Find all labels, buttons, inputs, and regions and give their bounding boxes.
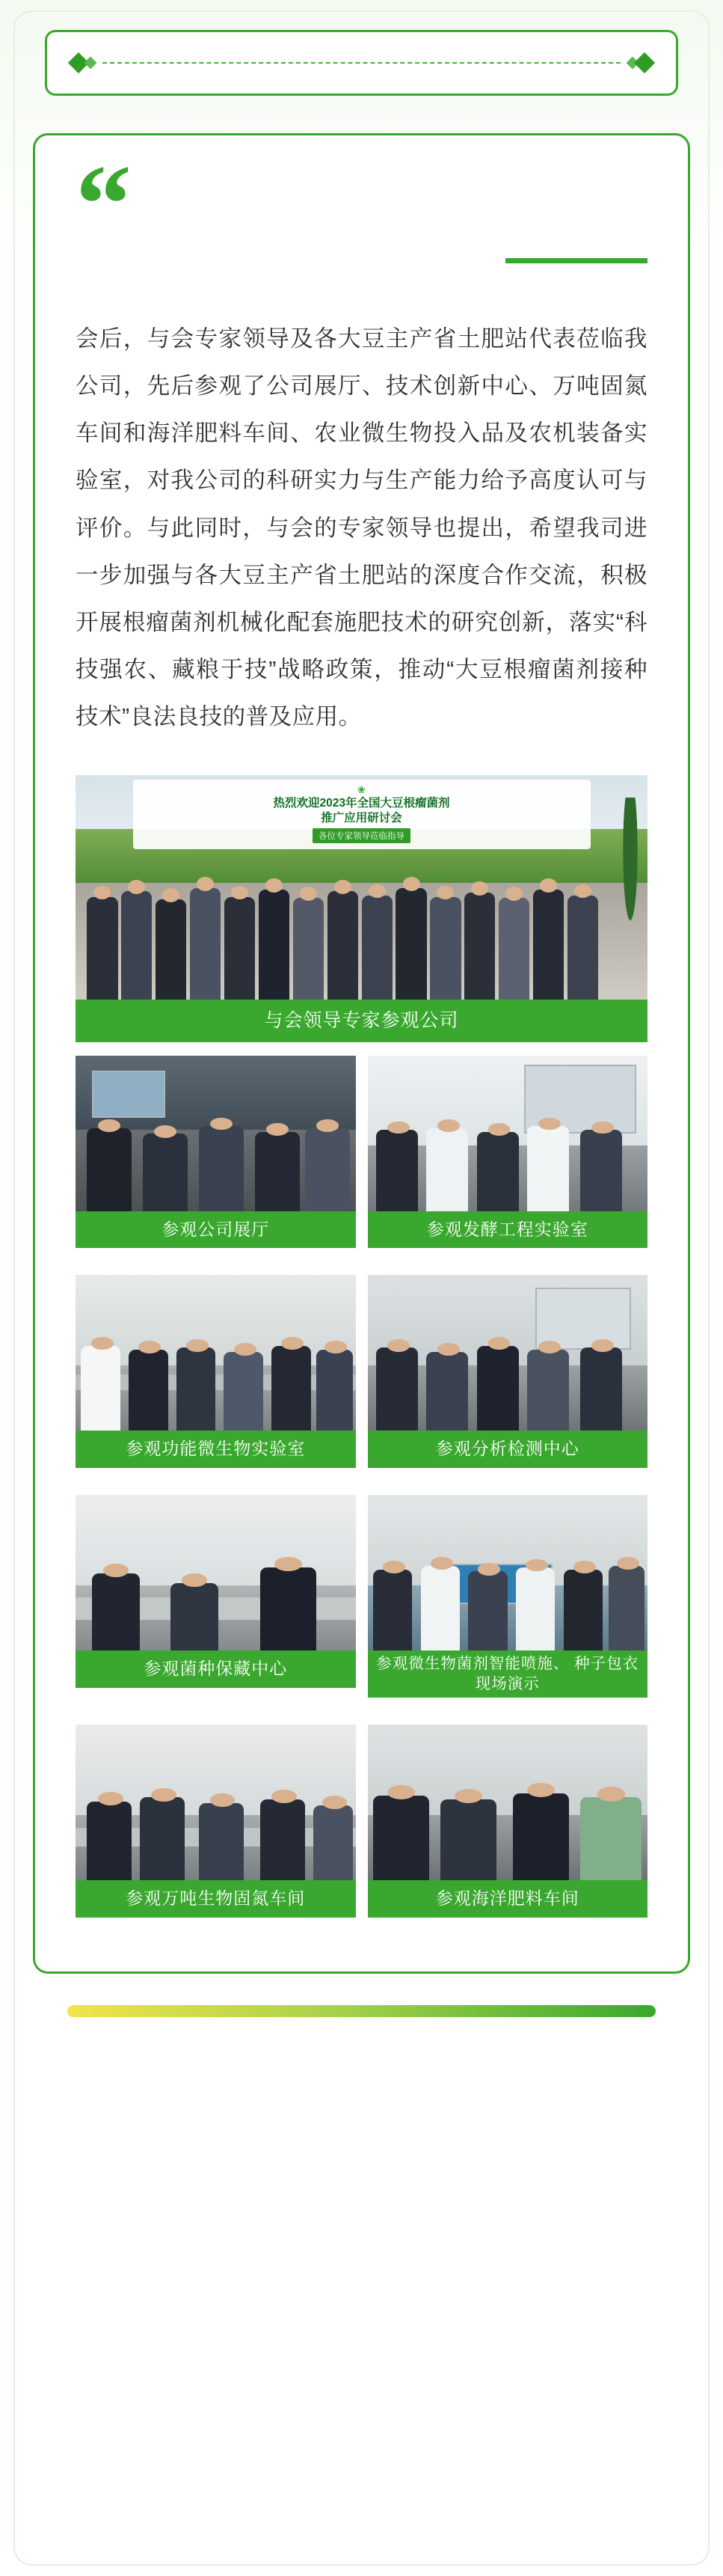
- accent-rule: [505, 258, 647, 263]
- caption-fermentation-lab: 参观发酵工程实验室: [368, 1211, 648, 1249]
- figure-nitrogen-fixation-workshop: [76, 1725, 356, 1918]
- diamond-icon-right: [634, 52, 655, 73]
- photo-smart-spray-demo: [368, 1495, 648, 1650]
- photo-marine-fertilizer-workshop: [368, 1725, 648, 1880]
- caption-analysis-center: 参观分析检测中心: [368, 1431, 648, 1468]
- quote-mark-icon: “: [76, 142, 129, 266]
- photo-fermentation-lab: [368, 1056, 648, 1211]
- caption-hero: 与会领导专家参观公司: [76, 1000, 647, 1042]
- photo-gallery: [76, 775, 647, 1931]
- ornament-inner: [71, 56, 652, 70]
- caption-strain-preservation-center: 参观菌种保藏中心: [76, 1650, 356, 1688]
- figure-analysis-center: [368, 1275, 648, 1468]
- photo-strain-preservation-center: [76, 1495, 356, 1650]
- caption-nitrogen-fixation-workshop: 参观万吨生物固氮车间: [76, 1880, 356, 1918]
- caption-exhibition-hall: 参观公司展厅: [76, 1211, 356, 1249]
- figure-exhibition-hall: [76, 1056, 356, 1249]
- top-ornament-bar: [45, 30, 678, 96]
- crowd-group: [76, 860, 647, 1000]
- dashed-divider-icon: [102, 62, 621, 64]
- photo-group-visit: [76, 775, 647, 1000]
- figure-marine-fertilizer-workshop: [368, 1725, 648, 1918]
- body-text-block: [76, 316, 647, 741]
- photo-grid: [76, 1056, 647, 1931]
- figure-smart-spray-demo: [368, 1495, 648, 1698]
- figure-strain-preservation-center: [76, 1495, 356, 1698]
- figure-fermentation-lab: [368, 1056, 648, 1249]
- bottom-spacer: [0, 2017, 723, 2062]
- photo-analysis-center: [368, 1275, 648, 1431]
- body-paragraph: 会后，与会专家领导及各大豆主产省土肥站代表莅临我公司，先后参观了公司展厅、技术创新中心、万吨固氮车间和海洋肥料车间、农业微生物投入品及农机装备实验室，对我公司的科研实力与生产能力给予高度认可与评价。与此同时，与会的专家领导也提出，希望我司进一步加强与各大豆主产省土肥站的深度合作交流，积极开展根瘤菌剂机械化配套施肥技术的研究创新，落实“科技强农、藏粮于技”战略政策，推动“大豆根瘤菌剂接种技术”良法良技的普及应用。: [76, 326, 647, 729]
- diamond-icon-left-small: [84, 57, 97, 70]
- caption-smart-spray-demo: 参观微生物菌剂智能喷施、 种子包衣现场演示: [368, 1650, 648, 1698]
- photo-nitrogen-fixation-workshop: [76, 1725, 356, 1880]
- welcome-banner: [133, 780, 591, 849]
- photo-exhibition-hall: [76, 1056, 356, 1211]
- banner-line-2: 推广应用研讨会: [321, 811, 402, 824]
- figure-hero: [76, 775, 647, 1042]
- caption-microbiology-lab: 参观功能微生物实验室: [76, 1431, 356, 1468]
- banner-line-1: 热烈欢迎2023年全国大豆根瘤菌剂: [273, 797, 450, 810]
- banner-line-3: 各位专家领导莅临指导: [313, 828, 410, 843]
- figure-microbiology-lab: [76, 1275, 356, 1468]
- photo-microbiology-lab: [76, 1275, 356, 1431]
- caption-marine-fertilizer-workshop: 参观海洋肥料车间: [368, 1880, 648, 1918]
- leaf-icon: ❀: [357, 784, 366, 796]
- content-card: [33, 133, 690, 1974]
- bottom-gradient-bar: [67, 2005, 656, 2017]
